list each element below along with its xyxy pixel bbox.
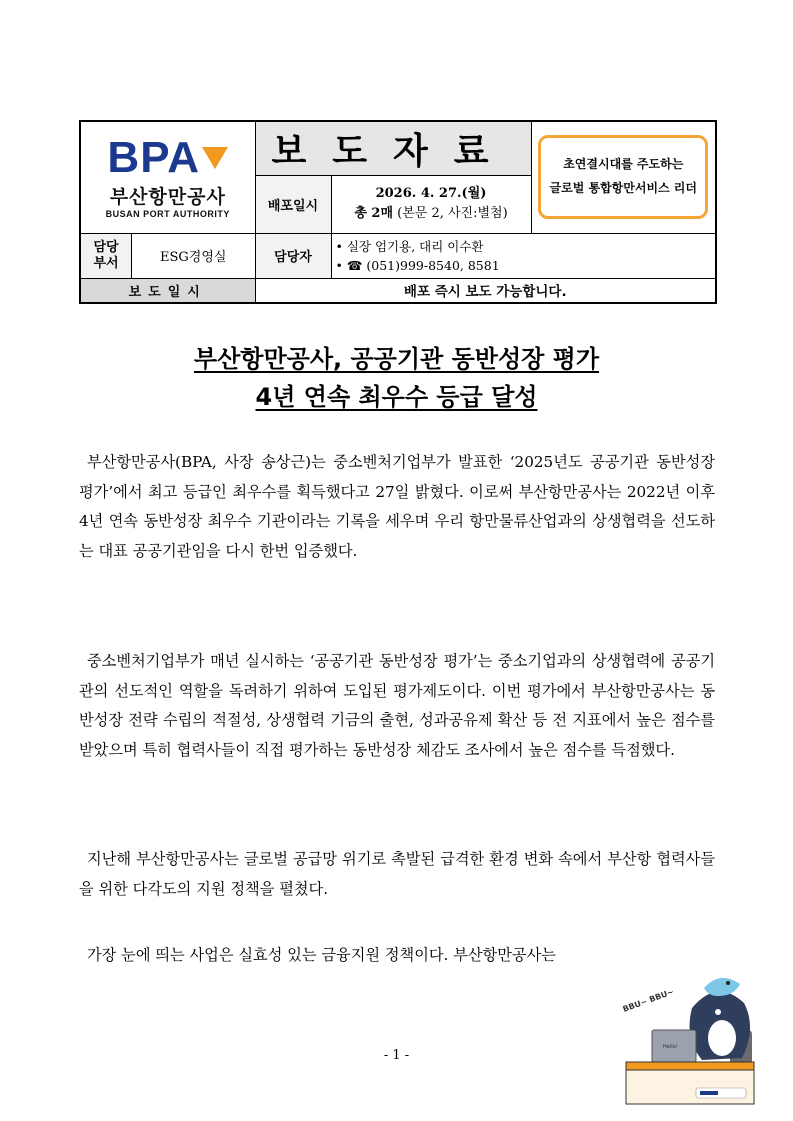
headline-line-2: 4년 연속 최우수 등급 달성 xyxy=(255,383,538,411)
headline-line-1: 부산항만공사, 공공기관 동반성장 평가 xyxy=(193,345,600,373)
slogan-line-1: 초연결시대를 주도하는 xyxy=(563,157,684,172)
page-number: - 1 - xyxy=(383,1048,410,1063)
department-row xyxy=(80,233,255,278)
distribution-date: 2026. 4. 27.(월) xyxy=(375,186,487,201)
department-value: ESG경영실 xyxy=(160,250,227,265)
slogan-cell xyxy=(531,121,716,233)
slogan-line-2: 글로벌 통합항만서비스 리더 xyxy=(549,181,697,196)
paragraph-1: 부산항만공사(BPA, 사장 송상근)는 중소벤처기업부가 발표한 ‘2025년도 공공기관 동반성장 평가’에서 최고 등급인 최우수를 획득했다고 27일 밝혔다. 이로써 부산항만공사는 2022년 이후 4년 연속 동반성장 최우수 기관이라는 기록을 세우며 우리 항만물류산업과의 상생협력을 선도하는 대표 공공기관임을 다시 한번 입증했다. xyxy=(79,453,715,560)
logo-triangle-icon xyxy=(202,147,228,169)
release-label: 보도일시 xyxy=(80,278,255,303)
mascot-speech: BBU~ BBU~ xyxy=(622,987,676,1014)
distribution-label: 배포일시 xyxy=(255,175,331,233)
bpa-logo-mark: BPA xyxy=(107,136,228,180)
paragraph-3: 지난해 부산항만공사는 글로벌 공급망 위기로 촉발된 급격한 환경 변화 속에서 부산항 협력사들을 위한 다각도의 지원 정책을 펼쳤다. xyxy=(79,850,715,898)
contact-label: 담당자 xyxy=(255,233,331,278)
distribution-pages: 총 2매 xyxy=(354,206,393,221)
laptop-screen-text: Hello! xyxy=(663,1044,678,1050)
press-release-header xyxy=(79,120,717,304)
department-label: 담당 부서 xyxy=(81,234,132,278)
bpa-mascot-illustration xyxy=(622,968,772,1108)
logo-name-korean: 부산항만공사 xyxy=(109,185,226,208)
contact-info xyxy=(331,233,716,278)
contact-phone: • ☎ (051)999-8540, 8581 xyxy=(335,257,500,273)
contact-person: • 실장 엄기용, 대리 이수환 xyxy=(335,238,484,254)
distribution-info xyxy=(331,175,531,233)
release-value: 배포 즉시 보도 가능합니다. xyxy=(255,278,716,303)
logo-name-english: BUSAN PORT AUTHORITY xyxy=(105,208,230,219)
desk-icon xyxy=(626,1070,754,1104)
document-title: 보도자료 xyxy=(255,121,531,175)
distribution-pages-detail: (본문 2, 사진:별첨) xyxy=(397,206,508,221)
slogan-box xyxy=(538,135,708,219)
bpa-logo xyxy=(80,121,255,233)
paragraph-2: 중소벤처기업부가 매년 실시하는 ‘공공기관 동반성장 평가’는 중소기업과의 상생협력에 공공기관의 선도적인 역할을 독려하기 위하여 도입된 평가제도이다. 이번 평가에서 부산항만공사는 동반성장 전략 수립의 적절성, 상생협력 기금의 출현, 성과공유제 확산 등 전 지표에서 높은 점수를 받았으며 특히 협력사들이 직접 평가하는 동반성장 체감도 조사에서 높은 점수를 득점했다. xyxy=(79,652,715,759)
paragraph-4: 가장 눈에 띄는 사업은 실효성 있는 금융지원 정책이다. 부산항만공사는 xyxy=(87,946,556,964)
